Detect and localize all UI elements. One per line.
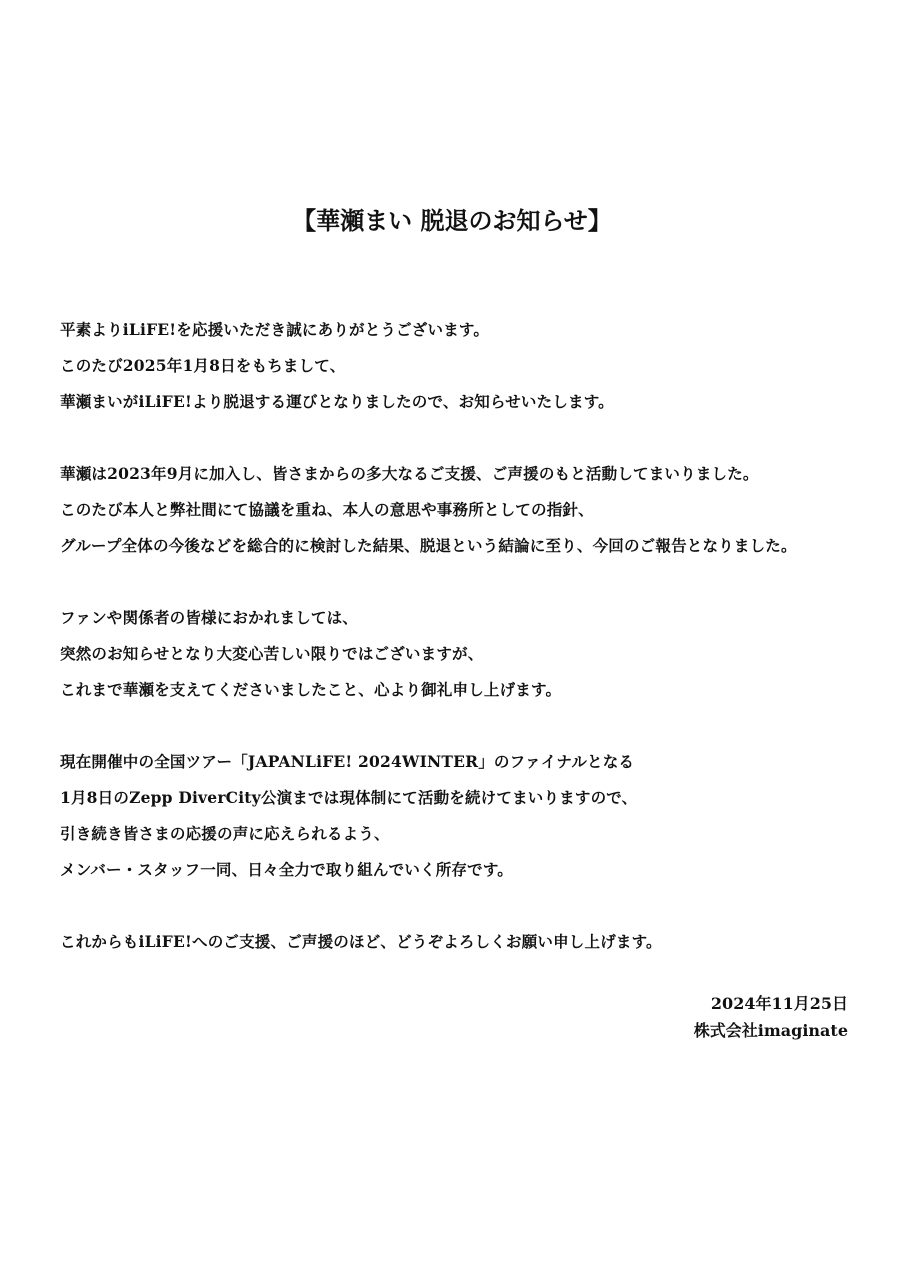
body-line: 現在開催中の全国ツアー「JAPANLiFE! 2024WINTER」のファイナルとなる: [60, 752, 635, 771]
body-line: 平素よりiLiFE!を応援いただき誠にありがとうございます。: [60, 320, 490, 339]
paragraph-greeting: [60, 312, 860, 420]
body-line: これからもiLiFE!へのご支援、ご声援のほど、どうぞよろしくお願い申し上げます。: [60, 932, 662, 951]
body-line: 華瀬は2023年9月に加入し、皆さまからの多大なるご支援、ご声援のもと活動してまいりました。: [60, 464, 759, 483]
signature-block: [694, 990, 848, 1044]
body-line: このたび本人と弊社間にて協議を重ね、本人の意思や事務所としての指針、: [60, 500, 594, 519]
announcement-body: [60, 312, 860, 996]
body-line: ファンや関係者の皆様におかれましては、: [60, 608, 358, 627]
paragraph-background: [60, 456, 860, 564]
body-line: 1月8日のZepp DiverCity公演までは現体制にて活動を続けてまいりますので、: [60, 788, 638, 807]
body-line: このたび2025年1月8日をもちまして、: [60, 356, 346, 375]
paragraph-closing: [60, 924, 860, 960]
body-line: 引き続き皆さまの応援の声に応えられるよう、: [60, 824, 390, 843]
paragraph-tour: [60, 744, 860, 888]
signature-date: 2024年11月25日: [710, 994, 848, 1013]
body-line: これまで華瀬を支えてくださいましたこと、心より御礼申し上げます。: [60, 680, 562, 699]
body-line: 突然のお知らせとなり大変心苦しい限りではございますが、: [60, 644, 484, 663]
body-line: グループ全体の今後などを総合的に検討した結果、脱退という結論に至り、今回のご報告となりました。: [60, 536, 797, 555]
paragraph-thanks: [60, 600, 860, 708]
body-line: メンバー・スタッフ一同、日々全力で取り組んでいく所存です。: [60, 860, 513, 879]
announcement-title: 【華瀬まい 脱退のお知らせ】: [292, 206, 612, 235]
body-line: 華瀬まいがiLiFE!より脱退する運びとなりましたので、お知らせいたします。: [60, 392, 614, 411]
signature-company: 株式会社imaginate: [693, 1021, 848, 1040]
